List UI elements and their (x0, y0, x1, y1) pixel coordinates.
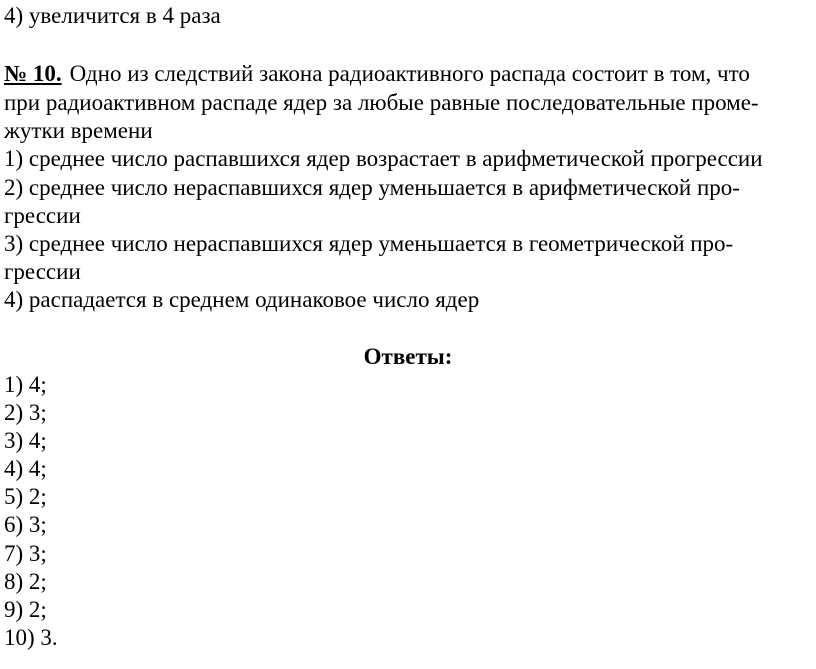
answer-item: 10) 3. (4, 625, 58, 650)
answer-item: 1) 4; (4, 372, 47, 397)
answer-item: 5) 2; (4, 484, 47, 509)
question-text-line: жутки времени (4, 118, 153, 143)
answer-item: 9) 2; (4, 597, 47, 622)
option-line: грессии (4, 203, 81, 228)
option-line: грессии (4, 259, 81, 284)
option-line: 4) распадается в среднем одинаковое число ядер (4, 287, 480, 312)
question-text-line: Одно из следствий закона радиоактивного распада состоит в том, что (69, 61, 750, 86)
answer-item: 8) 2; (4, 569, 47, 594)
question-text-line: при радиоактивном распаде ядер за любые равные последовательные проме- (4, 90, 759, 115)
answer-item: 4) 4; (4, 456, 47, 481)
answer-item: 3) 4; (4, 428, 47, 453)
answer-item: 6) 3; (4, 512, 47, 537)
previous-option-line: 4) увеличится в 4 раза (4, 3, 221, 28)
question-number: № 10. (4, 61, 62, 86)
answer-item: 7) 3; (4, 541, 47, 566)
answer-item: 2) 3; (4, 400, 47, 425)
question-first-line (4, 60, 750, 88)
answers-heading: Ответы: (363, 344, 453, 369)
option-line: 3) среднее число нераспавшихся ядер уменьшается в геометрической про- (4, 231, 734, 256)
option-line: 1) среднее число распавшихся ядер возрастает в арифметической прогрессии (4, 146, 763, 171)
option-line: 2) среднее число нераспавшихся ядер уменьшается в арифметической про- (4, 175, 740, 200)
